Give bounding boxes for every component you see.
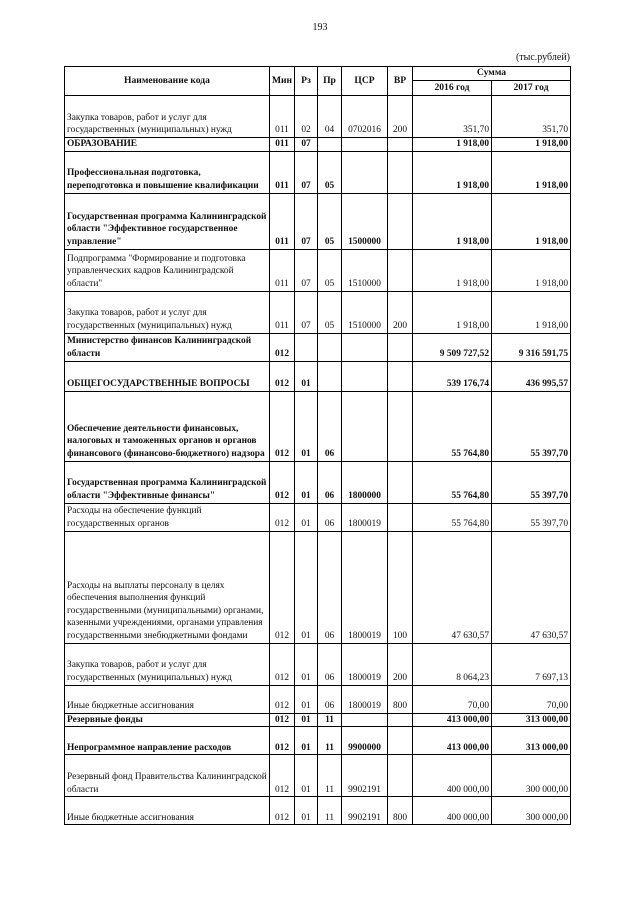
row-csr <box>342 333 388 361</box>
row-csr: 1800019 <box>342 531 388 643</box>
row-vr <box>388 138 413 152</box>
row-2016: 55 764,80 <box>413 461 492 503</box>
row-2016: 400 000,00 <box>413 755 492 797</box>
row-rz: 07 <box>295 138 318 152</box>
row-min: 012 <box>270 461 295 503</box>
row-2017: 436 995,57 <box>492 361 571 391</box>
row-name: Профессиональная подготовка, переподготовка и повышение квалификации <box>65 151 270 193</box>
row-min: 012 <box>270 643 295 685</box>
row-min: 011 <box>270 249 295 291</box>
table-row <box>65 503 571 531</box>
row-pr: 06 <box>318 643 342 685</box>
row-pr <box>318 333 342 361</box>
header-2017: 2017 год <box>492 81 571 96</box>
table-row <box>65 333 571 361</box>
row-rz: 01 <box>295 361 318 391</box>
row-name: Подпрограмма "Формирование и подготовка управленческих кадров Калининградской области" <box>65 249 270 291</box>
row-name: Резервный фонд Правительства Калининградской области <box>65 755 270 797</box>
row-name: ОБРАЗОВАНИЕ <box>65 138 270 152</box>
row-2016: 1 918,00 <box>413 291 492 333</box>
row-vr: 800 <box>388 685 413 713</box>
row-name: Расходы на выплаты персоналу в целях обеспечения выполнения функций государственными (муниципальными) органами, казенными учреждениями, органами управления государственными знебюджетными фондами <box>65 531 270 643</box>
row-min: 012 <box>270 755 295 797</box>
row-min: 012 <box>270 391 295 461</box>
row-csr <box>342 391 388 461</box>
table-row <box>65 249 571 291</box>
row-min: 012 <box>270 713 295 727</box>
header-sum: Сумма <box>413 67 571 81</box>
row-2016: 1 918,00 <box>413 138 492 152</box>
row-2017: 9 316 591,75 <box>492 333 571 361</box>
table-row <box>65 96 571 138</box>
row-pr: 06 <box>318 461 342 503</box>
header-min: Мин <box>270 67 295 96</box>
row-pr: 11 <box>318 755 342 797</box>
row-vr <box>388 361 413 391</box>
table-row <box>65 727 571 755</box>
row-pr <box>318 361 342 391</box>
row-name: Обеспечение деятельности финансовых, налоговых и таможенных органов и органов финансового (финансово-бюджетного) надзора <box>65 391 270 461</box>
row-2016: 400 000,00 <box>413 797 492 825</box>
row-min: 011 <box>270 291 295 333</box>
row-2017: 1 918,00 <box>492 193 571 249</box>
row-rz: 01 <box>295 643 318 685</box>
row-2016: 351,70 <box>413 96 492 138</box>
row-name: ОБЩЕГОСУДАРСТВЕННЫЕ ВОПРОСЫ <box>65 361 270 391</box>
row-2016: 1 918,00 <box>413 151 492 193</box>
row-csr: 9900000 <box>342 727 388 755</box>
row-2016: 47 630,57 <box>413 531 492 643</box>
row-2017: 313 000,00 <box>492 713 571 727</box>
row-min: 011 <box>270 193 295 249</box>
row-min: 012 <box>270 797 295 825</box>
row-vr <box>388 727 413 755</box>
row-csr <box>342 151 388 193</box>
row-name: Государственная программа Калининградской области "Эффективное государственное управление" <box>65 193 270 249</box>
unit-note: (тыс.рублей) <box>515 52 570 63</box>
row-pr: 11 <box>318 797 342 825</box>
row-csr: 9902191 <box>342 797 388 825</box>
row-vr <box>388 461 413 503</box>
row-csr: 1510000 <box>342 249 388 291</box>
row-name: Иные бюджетные ассигнования <box>65 797 270 825</box>
row-2016: 55 764,80 <box>413 391 492 461</box>
row-csr: 0702016 <box>342 96 388 138</box>
row-vr <box>388 151 413 193</box>
table-row <box>65 713 571 727</box>
row-min: 012 <box>270 503 295 531</box>
row-min: 012 <box>270 531 295 643</box>
row-pr: 05 <box>318 151 342 193</box>
header-pr: Пр <box>318 67 342 96</box>
page-number: 193 <box>312 22 328 33</box>
row-rz: 01 <box>295 531 318 643</box>
row-2017: 1 918,00 <box>492 138 571 152</box>
row-2017: 300 000,00 <box>492 797 571 825</box>
table-row <box>65 291 571 333</box>
row-name: Закупка товаров, работ и услуг для государственных (муниципальных) нужд <box>65 96 270 138</box>
row-pr: 05 <box>318 249 342 291</box>
row-csr <box>342 713 388 727</box>
row-name: Закупка товаров, работ и услуг для государственных (муниципальных) нужд <box>65 643 270 685</box>
row-vr <box>388 333 413 361</box>
table-header-row <box>65 67 571 81</box>
row-2016: 1 918,00 <box>413 249 492 291</box>
row-rz: 01 <box>295 713 318 727</box>
table-row <box>65 193 571 249</box>
row-rz: 01 <box>295 727 318 755</box>
table-row <box>65 755 571 797</box>
row-2017: 7 697,13 <box>492 643 571 685</box>
table-row <box>65 361 571 391</box>
row-name: Закупка товаров, работ и услуг для государственных (муниципальных) нужд <box>65 291 270 333</box>
row-rz: 02 <box>295 96 318 138</box>
row-csr: 1500000 <box>342 193 388 249</box>
row-2016: 55 764,80 <box>413 503 492 531</box>
row-vr <box>388 755 413 797</box>
row-min: 011 <box>270 151 295 193</box>
row-vr: 100 <box>388 531 413 643</box>
row-name: Государственная программа Калининградской области "Эффективные финансы" <box>65 461 270 503</box>
row-pr: 05 <box>318 193 342 249</box>
row-2017: 300 000,00 <box>492 755 571 797</box>
row-rz: 01 <box>295 755 318 797</box>
row-rz: 07 <box>295 249 318 291</box>
row-vr <box>388 713 413 727</box>
row-min: 011 <box>270 96 295 138</box>
row-pr: 06 <box>318 391 342 461</box>
row-2017: 351,70 <box>492 96 571 138</box>
row-2016: 413 000,00 <box>413 713 492 727</box>
row-csr: 1800019 <box>342 643 388 685</box>
table-row <box>65 151 571 193</box>
table-row <box>65 643 571 685</box>
row-rz: 01 <box>295 797 318 825</box>
table-row <box>65 461 571 503</box>
row-min: 011 <box>270 138 295 152</box>
row-rz: 01 <box>295 461 318 503</box>
row-2016: 1 918,00 <box>413 193 492 249</box>
row-min: 012 <box>270 727 295 755</box>
row-rz: 01 <box>295 503 318 531</box>
row-pr: 11 <box>318 713 342 727</box>
row-pr: 04 <box>318 96 342 138</box>
row-2016: 70,00 <box>413 685 492 713</box>
table-row <box>65 138 571 152</box>
row-vr: 200 <box>388 96 413 138</box>
header-2016: 2016 год <box>413 81 492 96</box>
header-name: Наименование кода <box>65 67 270 96</box>
row-rz: 01 <box>295 685 318 713</box>
table-row <box>65 531 571 643</box>
row-csr: 1800000 <box>342 461 388 503</box>
row-2017: 55 397,70 <box>492 461 571 503</box>
row-rz <box>295 333 318 361</box>
row-pr: 11 <box>318 727 342 755</box>
row-2017: 70,00 <box>492 685 571 713</box>
row-csr: 1510000 <box>342 291 388 333</box>
row-rz: 07 <box>295 193 318 249</box>
row-pr: 06 <box>318 503 342 531</box>
row-pr: 06 <box>318 531 342 643</box>
row-2017: 55 397,70 <box>492 391 571 461</box>
row-vr: 800 <box>388 797 413 825</box>
row-vr: 200 <box>388 643 413 685</box>
row-name: Непрограммное направление расходов <box>65 727 270 755</box>
row-csr: 9902191 <box>342 755 388 797</box>
row-min: 012 <box>270 361 295 391</box>
header-vr: ВР <box>388 67 413 96</box>
row-name: Иные бюджетные ассигнования <box>65 685 270 713</box>
row-2016: 539 176,74 <box>413 361 492 391</box>
row-2017: 1 918,00 <box>492 291 571 333</box>
row-rz: 07 <box>295 151 318 193</box>
row-name: Расходы на обеспечение функций государственных органов <box>65 503 270 531</box>
row-vr: 200 <box>388 291 413 333</box>
row-2016: 8 064,23 <box>413 643 492 685</box>
row-min: 012 <box>270 333 295 361</box>
row-2016: 9 509 727,52 <box>413 333 492 361</box>
row-rz: 01 <box>295 391 318 461</box>
table-row <box>65 391 571 461</box>
row-min: 012 <box>270 685 295 713</box>
row-pr <box>318 138 342 152</box>
row-pr: 05 <box>318 291 342 333</box>
row-2017: 1 918,00 <box>492 249 571 291</box>
row-csr: 1800019 <box>342 685 388 713</box>
row-2017: 313 000,00 <box>492 727 571 755</box>
row-csr <box>342 361 388 391</box>
row-csr <box>342 138 388 152</box>
row-pr: 06 <box>318 685 342 713</box>
table-row <box>65 685 571 713</box>
budget-table <box>64 66 571 825</box>
row-2017: 55 397,70 <box>492 503 571 531</box>
row-vr <box>388 391 413 461</box>
row-name: Министерство финансов Калининградской области <box>65 333 270 361</box>
header-csr: ЦСР <box>342 67 388 96</box>
row-vr <box>388 193 413 249</box>
row-2016: 413 000,00 <box>413 727 492 755</box>
row-csr: 1800019 <box>342 503 388 531</box>
table-row <box>65 797 571 825</box>
row-2017: 1 918,00 <box>492 151 571 193</box>
row-name: Резервные фонды <box>65 713 270 727</box>
header-rz: Рз <box>295 67 318 96</box>
row-vr <box>388 503 413 531</box>
row-vr <box>388 249 413 291</box>
row-2017: 47 630,57 <box>492 531 571 643</box>
row-rz: 07 <box>295 291 318 333</box>
